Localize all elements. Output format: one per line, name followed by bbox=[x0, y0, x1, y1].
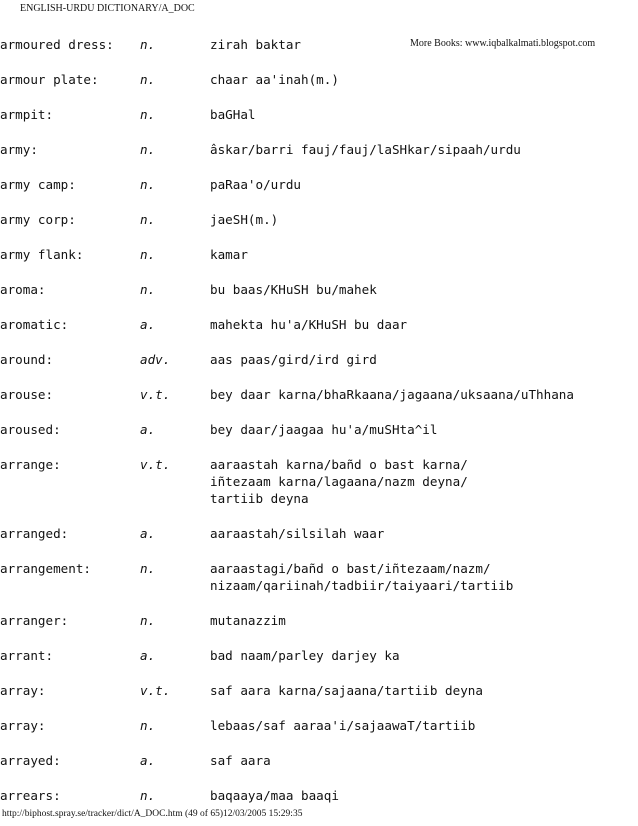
entry-part-of-speech: n. bbox=[140, 142, 156, 157]
definition-line: âskar/barri fauj/fauj/laSHkar/sipaah/urdu bbox=[210, 142, 521, 157]
entry-definition bbox=[210, 141, 638, 158]
definition-line: chaar aa'inah(m.) bbox=[210, 72, 339, 87]
definition-line: lebaas/saf aaraa'i/sajaawaT/tartiib bbox=[210, 718, 476, 733]
dictionary-entry bbox=[0, 787, 638, 804]
definition-line: saf aara karna/sajaana/tartiib deyna bbox=[210, 683, 483, 698]
entry-part-of-speech: n. bbox=[140, 177, 156, 192]
dictionary-entry bbox=[0, 141, 638, 158]
entry-term: aroused: bbox=[0, 422, 61, 437]
entry-term: arouse: bbox=[0, 387, 54, 402]
entry-term: army camp: bbox=[0, 177, 76, 192]
entry-term: aromatic: bbox=[0, 317, 69, 332]
entry-term: arrears: bbox=[0, 788, 61, 803]
definition-line: zirah baktar bbox=[210, 37, 301, 52]
definition-line: nizaam/qariinah/tadbiir/taiyaari/tartiib bbox=[210, 578, 514, 593]
entry-term: army flank: bbox=[0, 247, 84, 262]
entry-term: aroma: bbox=[0, 282, 46, 297]
definition-line: aas paas/gird/ird gird bbox=[210, 352, 377, 367]
entry-definition bbox=[210, 456, 638, 507]
entry-part-of-speech: n. bbox=[140, 788, 156, 803]
dictionary-entry bbox=[0, 211, 638, 228]
entry-definition bbox=[210, 316, 638, 333]
definition-line: aaraastah karna/bañd o bast karna/ bbox=[210, 457, 468, 472]
entry-part-of-speech: n. bbox=[140, 37, 156, 52]
page-footer-url: http://biphost.spray.se/tracker/dict/A_DOC.htm (49 of 65)12/03/2005 15:29:35 bbox=[2, 809, 303, 819]
entry-part-of-speech: n. bbox=[140, 107, 156, 122]
definition-line: mutanazzim bbox=[210, 613, 286, 628]
entry-definition bbox=[210, 71, 638, 88]
entry-definition bbox=[210, 752, 638, 769]
entry-part-of-speech: a. bbox=[140, 648, 156, 663]
entry-part-of-speech: adv. bbox=[140, 352, 171, 367]
entry-definition bbox=[210, 525, 638, 542]
dictionary-entry bbox=[0, 752, 638, 769]
entry-definition bbox=[210, 717, 638, 734]
entry-term: array: bbox=[0, 718, 46, 733]
dictionary-entry bbox=[0, 386, 638, 403]
dictionary-entry bbox=[0, 71, 638, 88]
entry-part-of-speech: n. bbox=[140, 613, 156, 628]
definition-line: bey daar karna/bhaRkaana/jagaana/uksaana/uThhana bbox=[210, 387, 574, 402]
dictionary-entry bbox=[0, 281, 638, 298]
definition-line: mahekta hu'a/KHuSH bu daar bbox=[210, 317, 408, 332]
definition-line: bad naam/parley darjey ka bbox=[210, 648, 400, 663]
definition-line: kamar bbox=[210, 247, 248, 262]
entry-part-of-speech: n. bbox=[140, 72, 156, 87]
entry-term: armoured dress: bbox=[0, 37, 114, 52]
entry-definition bbox=[210, 386, 638, 403]
entry-definition bbox=[210, 787, 638, 804]
definition-line: baGHal bbox=[210, 107, 256, 122]
dictionary-entry bbox=[0, 246, 638, 263]
entry-definition bbox=[210, 682, 638, 699]
entry-part-of-speech: n. bbox=[140, 282, 156, 297]
entry-term: armour plate: bbox=[0, 72, 99, 87]
entry-term: arrayed: bbox=[0, 753, 61, 768]
entry-part-of-speech: v.t. bbox=[140, 457, 171, 472]
entry-term: around: bbox=[0, 352, 54, 367]
definition-line: aaraastagi/bañd o bast/iñtezaam/nazm/ bbox=[210, 561, 491, 576]
dictionary-entry-list bbox=[0, 36, 638, 822]
entry-part-of-speech: n. bbox=[140, 561, 156, 576]
dictionary-entry bbox=[0, 351, 638, 368]
entry-part-of-speech: n. bbox=[140, 212, 156, 227]
dictionary-entry bbox=[0, 717, 638, 734]
dictionary-entry bbox=[0, 421, 638, 438]
entry-definition bbox=[210, 351, 638, 368]
entry-definition bbox=[210, 106, 638, 123]
entry-term: arranged: bbox=[0, 526, 69, 541]
entry-part-of-speech: a. bbox=[140, 526, 156, 541]
entry-part-of-speech: a. bbox=[140, 422, 156, 437]
entry-term: army corp: bbox=[0, 212, 76, 227]
entry-definition bbox=[210, 211, 638, 228]
entry-definition bbox=[210, 176, 638, 193]
entry-part-of-speech: v.t. bbox=[140, 683, 171, 698]
entry-definition bbox=[210, 281, 638, 298]
entry-term: arrant: bbox=[0, 648, 54, 663]
entry-part-of-speech: n. bbox=[140, 718, 156, 733]
page-header-title: ENGLISH-URDU DICTIONARY/A_DOC bbox=[20, 3, 195, 14]
dictionary-entry bbox=[0, 560, 638, 594]
definition-line: aaraastah/silsilah waar bbox=[210, 526, 385, 541]
definition-line: jaeSH(m.) bbox=[210, 212, 279, 227]
dictionary-entry bbox=[0, 612, 638, 629]
entry-term: array: bbox=[0, 683, 46, 698]
entry-part-of-speech: a. bbox=[140, 753, 156, 768]
dictionary-entry bbox=[0, 456, 638, 507]
entry-definition bbox=[210, 647, 638, 664]
dictionary-entry bbox=[0, 647, 638, 664]
definition-line: paRaa'o/urdu bbox=[210, 177, 301, 192]
entry-term: arrange: bbox=[0, 457, 61, 472]
definition-line: bu baas/KHuSH bu/mahek bbox=[210, 282, 377, 297]
entry-definition bbox=[210, 612, 638, 629]
entry-part-of-speech: a. bbox=[140, 317, 156, 332]
entry-term: arrangement: bbox=[0, 561, 91, 576]
definition-line: bey daar/jaagaa hu'a/muSHta^il bbox=[210, 422, 438, 437]
entry-term: army: bbox=[0, 142, 38, 157]
entry-definition bbox=[210, 560, 638, 594]
definition-line: saf aara bbox=[210, 753, 271, 768]
more-books-link[interactable]: More Books: www.iqbalkalmati.blogspot.com bbox=[410, 38, 596, 49]
entry-definition bbox=[210, 36, 638, 53]
entry-term: arranger: bbox=[0, 613, 69, 628]
entry-definition bbox=[210, 246, 638, 263]
dictionary-entry bbox=[0, 682, 638, 699]
dictionary-entry bbox=[0, 36, 638, 53]
entry-part-of-speech: v.t. bbox=[140, 387, 171, 402]
dictionary-entry bbox=[0, 176, 638, 193]
definition-line: baqaaya/maa baaqi bbox=[210, 788, 339, 803]
dictionary-entry bbox=[0, 106, 638, 123]
entry-definition bbox=[210, 421, 638, 438]
dictionary-entry bbox=[0, 525, 638, 542]
entry-term: armpit: bbox=[0, 107, 54, 122]
dictionary-entry bbox=[0, 316, 638, 333]
definition-line: iñtezaam karna/lagaana/nazm deyna/ bbox=[210, 474, 468, 489]
definition-line: tartiib deyna bbox=[210, 491, 309, 506]
entry-part-of-speech: n. bbox=[140, 247, 156, 262]
